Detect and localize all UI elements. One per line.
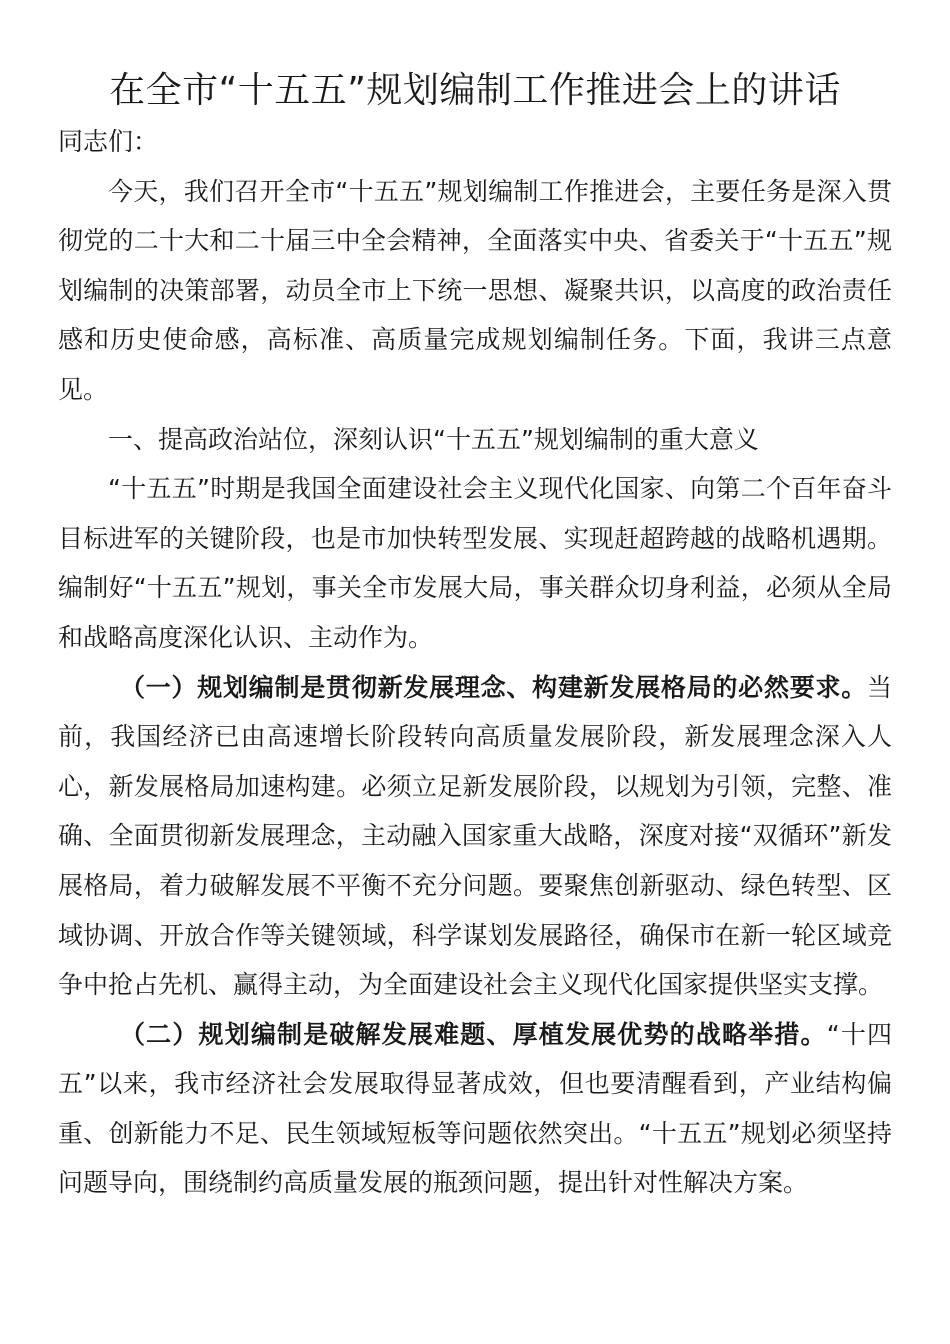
document-body — [58, 117, 892, 1208]
subsection-2-paragraph — [58, 1010, 892, 1208]
section-1-paragraph: “十五五”时期是我国全面建设社会主义现代化国家、向第二个百年奋斗目标进军的关键阶段，也是市加快转型发展、实现赶超跨越的战略机遇期。编制好“十五五”规划，事关全市发展大局，事关群众切身利益，必须从全局和战略高度深化认识、主动作为。 — [58, 474, 892, 652]
document-title: 在全市“十五五”规划编制工作推进会上的讲话 — [109, 70, 841, 111]
subsection-2-heading: （二）规划编制是破解发展难题、厚植发展优势的战略举措。 — [120, 1019, 827, 1049]
subsection-1-body: 当前，我国经济已由高速增长阶段转向高质量发展阶段，新发展理念深入人心，新发展格局加速构建。必须立足新发展阶段，以规划为引领，完整、准确、全面贯彻新发展理念，主动融入国家重大战略，深度对接“双循环”新发展格局，着力破解发展不平衡不充分问题。要聚焦创新驱动、绿色转型、区域协调、开放合作等关键领域，科学谋划发展路径，确保市在新一轮区域竞争中抢占先机、赢得主动，为全面建设社会主义现代化国家提供坚实支撑。 — [58, 672, 892, 1000]
subsection-1-heading: （一）规划编制是贯彻新发展理念、构建新发展格局的必然要求。 — [120, 672, 867, 702]
salutation: 同志们： — [58, 127, 159, 156]
intro-paragraph: 今天，我们召开全市“十五五”规划编制工作推进会，主要任务是深入贯彻党的二十大和二十届三中全会精神，全面落实中央、省委关于“十五五”规划编制的决策部署，动员全市上下统一思想、凝聚共识，以高度的政治责任感和历史使命感，高标准、高质量完成规划编制任务。下面，我讲三点意见。 — [58, 176, 892, 404]
section-1-heading: 一、提高政治站位，深刻认识“十五五”规划编制的重大意义 — [108, 424, 759, 454]
subsection-1-paragraph — [58, 663, 892, 1010]
subsection-2-body: “十四五”以来，我市经济社会发展取得显著成效，但也要清醒看到，产业结构偏重、创新能力不足、民生领域短板等问题依然突出。“十五五”规划必须坚持问题导向，围绕制约高质量发展的瓶颈问题，提出针对性解决方案。 — [58, 1019, 892, 1198]
